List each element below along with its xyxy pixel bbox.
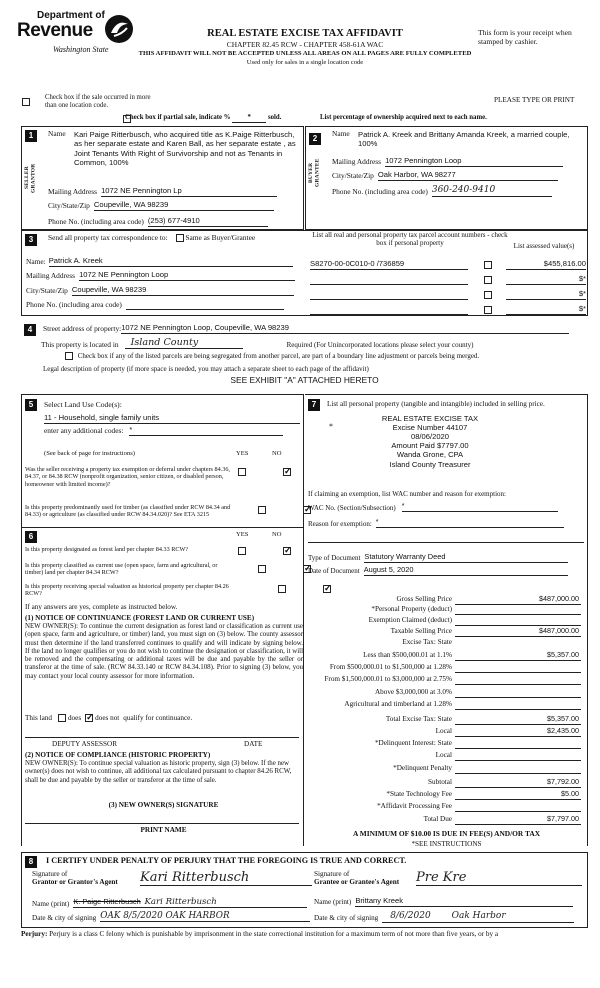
seller-city-label: City/State/Zip	[48, 201, 90, 211]
partial-sale-pct: *	[232, 114, 266, 123]
stamp-line: Amount Paid $7797.00	[391, 441, 469, 451]
tax-row-label: Above $3,000,000 at 3.0%	[374, 688, 452, 696]
grantee-name-row	[314, 897, 573, 907]
assessed-heading: List assessed value(s)	[513, 242, 575, 250]
stamp-line: Excise Number 44107	[392, 423, 468, 433]
buyer-city-label: City/State/Zip	[332, 171, 374, 181]
buyer-phone-row	[332, 185, 552, 197]
tax-row	[305, 605, 580, 615]
tax-row	[305, 751, 580, 761]
q2-yes-checkbox[interactable]	[258, 506, 266, 514]
assessed-value[interactable]: $*	[506, 275, 586, 285]
print-name-label: PRINT NAME	[140, 826, 187, 834]
tax-row-label: *Delinquent Interest: State	[374, 739, 452, 747]
no-header-5: NO	[272, 450, 282, 457]
tax-row-value[interactable]: $487,000.00	[455, 595, 581, 605]
personal-property-checkbox[interactable]	[484, 291, 492, 299]
reason-value[interactable]: *	[376, 519, 564, 528]
buyer-name-label: Name	[332, 129, 350, 138]
grantee-name-label: Name (print)	[314, 898, 352, 907]
logo-state: Washington State	[53, 45, 109, 54]
doc-type-label: Type of Document	[308, 554, 361, 563]
grantor-signature[interactable]: Kari Ritterbusch	[140, 870, 312, 886]
tax-row	[305, 688, 580, 698]
receipt-note: This form is your receipt when stamped by cashier.	[478, 28, 572, 46]
tax-row-label: From $1,500,000.01 to $3,000,000 at 2.75%	[324, 675, 452, 683]
perjury-text: Perjury is a class C felony which is punishable by imprisonment in the state correctional institution for a maximum term of not more than five years, or by a	[49, 930, 499, 938]
grantee-date: 8/6/2020	[390, 911, 431, 921]
seller-city[interactable]: Coupeville, WA 98239	[94, 201, 274, 211]
tax-corr-city-label: City/State/Zip	[26, 286, 68, 296]
tax-row	[305, 675, 580, 685]
tax-corr-heading: Send all property tax correspondence to:	[48, 233, 168, 242]
does-checkbox[interactable]	[58, 714, 66, 722]
parcel-number[interactable]	[310, 306, 468, 315]
assessed-value[interactable]: $455,816.00	[506, 260, 586, 270]
single-location-line: Used only for sales in a single location code	[246, 59, 364, 66]
s6-q1: Is this property designated as forest land per chapter 84.33 RCW?	[25, 546, 189, 553]
tax-row	[305, 790, 580, 800]
seller-name: Kari Paige Ritterbusch, who acquired title as K.Paige Ritterbusch, as her separate estate and Karen Ball, as her separate estate , as Joint Tenants With Right of Survivorship and not as Tenants in Common, 100%	[74, 130, 296, 167]
tax-row-value[interactable]	[455, 688, 581, 698]
additional-codes[interactable]: *	[129, 426, 283, 436]
q1-no-checkbox[interactable]	[283, 468, 291, 476]
parcel-row	[310, 285, 586, 300]
land-use-code[interactable]: 11 - Household, single family units	[44, 414, 300, 424]
tax-row	[305, 802, 580, 812]
yes-header-5: YES	[236, 450, 249, 457]
seller-phone-row	[48, 217, 268, 227]
tax-row-value[interactable]: $5.00	[455, 790, 581, 800]
tax-row-value[interactable]	[455, 605, 581, 615]
this-land-label: This land	[25, 714, 52, 722]
tax-row-value[interactable]: $7,792.00	[455, 778, 581, 788]
tax-row	[305, 778, 580, 788]
buyer-phone-label: Phone No. (including area code)	[332, 186, 428, 196]
grantor-date-label: Date & city of signing	[32, 913, 97, 922]
stamp-line: Island County Treasurer	[389, 459, 471, 469]
tax-row-value[interactable]	[455, 663, 581, 673]
section-2-badge: 2	[309, 133, 321, 145]
tax-corr-heading-row	[48, 234, 255, 243]
s6-q2-yes-checkbox[interactable]	[258, 565, 266, 573]
partial-sale-text: Check box if partial sale, indicate %	[125, 114, 231, 121]
buyer-side-label: BUYER GRANTEE	[308, 158, 321, 188]
tax-row-value[interactable]	[455, 700, 581, 710]
buyer-city[interactable]: Oak Harbor, WA 98277	[378, 171, 558, 181]
grantor-date[interactable]: OAK 8/5/2020 OAK HARBOR	[100, 911, 310, 922]
section-8-badge: 8	[25, 856, 37, 868]
land-use-section	[21, 394, 304, 528]
stamp-line: Wanda Grone, CPA	[396, 450, 464, 460]
date-label: DATE	[244, 740, 263, 748]
grantor-name-hand: Kari Ritterbusch	[144, 897, 217, 907]
additional-codes-label: enter any additional codes:	[44, 426, 124, 435]
tax-row-label: *Personal Property (deduct)	[371, 605, 452, 613]
section-4-badge: 4	[24, 324, 36, 336]
grantee-sig-label-2: Grantee or Grantee's Agent	[314, 878, 400, 887]
county-row	[41, 337, 473, 349]
land-use-heading: Select Land Use Code(s):	[44, 400, 122, 409]
doc-type-value[interactable]: Statutory Warranty Deed	[364, 553, 568, 563]
grantor-name-label: Name (print)	[32, 899, 70, 908]
segregated-row	[65, 352, 479, 360]
seller-phone-label: Phone No. (including area code)	[48, 217, 144, 227]
parcel-number[interactable]: S8270-00-0C010-0 /736859	[310, 260, 468, 270]
tax-row	[305, 700, 580, 710]
if-any-yes: If any answers are yes, complete as instructed below.	[25, 603, 178, 611]
seller-city-row	[48, 201, 274, 211]
tax-row-label: Excise Tax: State	[402, 638, 452, 646]
seller-mailing-label: Mailing Address	[48, 187, 98, 197]
tax-row	[305, 764, 580, 774]
tax-row	[305, 627, 580, 637]
tax-row-value[interactable]: $2,435.00	[455, 727, 581, 737]
street-address[interactable]: 1072 NE Pennington Loop, Coupeville, WA 98239	[121, 324, 569, 334]
street-label: Street address of property:	[43, 324, 122, 334]
tax-row	[305, 663, 580, 673]
tax-corr-city[interactable]: Coupeville, WA 98239	[72, 286, 294, 296]
grantee-date-field[interactable]	[382, 911, 574, 923]
grantee-name[interactable]: Brittany Kreek	[355, 897, 573, 907]
county-value[interactable]: Island County	[125, 337, 243, 349]
tax-row-value[interactable]: $5,357.00	[455, 651, 581, 661]
tax-row-value[interactable]	[455, 739, 581, 749]
grantor-name-field[interactable]	[73, 897, 307, 908]
grantor-sig-label-1: Signature of	[32, 870, 68, 878]
tax-corr-name-row	[26, 257, 293, 267]
partial-sale-label	[125, 114, 281, 123]
buyer-mailing-row	[332, 157, 563, 167]
tax-corr-mailing-label: Mailing Address	[26, 271, 76, 281]
q1-yes-checkbox[interactable]	[238, 468, 246, 476]
tax-row-value[interactable]	[455, 764, 581, 774]
street-row	[43, 324, 569, 334]
tax-corr-phone[interactable]	[126, 301, 284, 310]
same-as-buyer-label: Same as Buyer/Grantee	[185, 233, 256, 242]
tax-row-value[interactable]	[455, 616, 581, 626]
grantee-sig-label	[314, 870, 399, 887]
segregated-note: Check box if any of the listed parcels are being segregated from another parcel, are part of a boundary line adjustment or parcels being merged.	[77, 352, 480, 360]
personal-property-bullet: *	[329, 422, 333, 431]
see-back: (See back of page for instructions)	[44, 450, 135, 457]
doc-date-value[interactable]: August 5, 2020	[364, 566, 568, 576]
s6-q2: Is this property classified as current use (open space, farm and agricultural, or timber) land per chapter 84.34 RCW?	[25, 562, 218, 577]
parcel-row	[310, 270, 586, 285]
continuance-text: NEW OWNER(S): To continue the current designation as forest land or classification as current use (open space, farm and agriculture, or timber) land, you must sign on (3) below. The county assessor must then determine if the land transferred continues to qualify and will indicate by signing below. If the land no longer qualifies or you do not wish to continue the designation or classification, it will be removed and the compensating or additional taxes will be due and payable by the seller or transferor at the time of sale. (RCW 84.33.140 or RCW 84.34.108). Prior to signing (3) below, you may contact your local county assessor for more information.	[25, 623, 303, 680]
chapter-line: CHAPTER 82.45 RCW - CHAPTER 458-61A WAC	[226, 40, 384, 49]
section-6-badge: 6	[25, 531, 37, 543]
additional-codes-row	[44, 426, 283, 436]
section-3-badge: 3	[25, 234, 37, 246]
section-5-badge: 5	[25, 399, 37, 411]
tax-row-label: Local	[435, 727, 452, 735]
buyer-name: Patrick A. Kreek and Brittany Amanda Kreek, a married couple, 100%	[358, 130, 570, 149]
tax-row-label: Exemption Claimed (deduct)	[368, 616, 452, 624]
doc-date-label: Date of Document	[308, 567, 360, 576]
dor-logo	[15, 10, 135, 72]
grantee-date-row	[314, 911, 574, 923]
type-or-print: PLEASE TYPE OR PRINT	[494, 96, 575, 104]
tax-row-label: Local	[435, 751, 452, 759]
does-label: does	[67, 714, 82, 722]
reason-label: Reason for exemption:	[308, 520, 372, 528]
seller-mailing-row	[48, 187, 277, 197]
s6-q1-yes-checkbox[interactable]	[238, 547, 246, 555]
seller-side-label: SELLER GRANTOR	[24, 163, 37, 193]
tax-row-label: Total Due	[423, 815, 452, 823]
yes-header-6: YES	[236, 531, 249, 538]
minimum-note: A MINIMUM OF $10.00 IS DUE IN FEE(S) AND/OR TAX	[352, 829, 541, 838]
tax-row-value[interactable]	[455, 802, 581, 812]
assessor-line	[25, 737, 299, 738]
section-6	[21, 528, 304, 846]
exemption-claim-note: If claiming an exemption, list WAC number and reason for exemption:	[308, 490, 506, 498]
grantor-name-struck: K. Paige Ritterbusch	[73, 897, 141, 906]
tax-corr-city-row	[26, 286, 294, 296]
personal-property-heading: List all personal property (tangible and intangible) included in selling price.	[327, 400, 545, 408]
seller-mailing[interactable]: 1072 NE Pennington Lp	[101, 187, 277, 197]
tax-row-value[interactable]	[455, 675, 581, 685]
form-title: REAL ESTATE EXCISE TAX AFFIDAVIT	[207, 28, 403, 39]
doc-type-row	[308, 553, 568, 563]
tax-row	[305, 739, 580, 749]
tax-row-value[interactable]: $487,000.00	[455, 627, 581, 637]
tax-corr-phone-label: Phone No. (including area code)	[26, 300, 122, 310]
s6-q3: Is this property receiving special valuation as historical property per chapter 84.26 RCW?	[25, 583, 229, 598]
grantor-sig-label-2: Grantor or Grantor's Agent	[32, 878, 118, 887]
located-label: This property is located in	[41, 339, 119, 349]
tax-corr-mailing-row	[26, 271, 295, 281]
grantor-sig-label	[32, 870, 118, 887]
tax-corr-phone-row	[26, 301, 284, 310]
logo-swirl-icon	[103, 13, 135, 45]
assessed-value[interactable]: $*	[506, 290, 586, 300]
section-7-badge: 7	[308, 399, 320, 411]
tax-corr-name[interactable]: Patrick A. Kreek	[49, 257, 293, 267]
grantee-date-label: Date & city of signing	[314, 914, 379, 923]
parcel-row	[310, 255, 586, 270]
does-not-label: does not	[95, 714, 120, 722]
parcel-row	[310, 300, 586, 315]
logo-revenue: Revenue	[17, 20, 93, 41]
seller-phone[interactable]: (253) 677-4910	[148, 217, 268, 227]
buyer-section	[305, 126, 588, 230]
parcel-list	[310, 255, 586, 315]
legal-description: SEE EXHIBIT "A" ATTACHED HERETO	[230, 375, 379, 385]
buyer-mailing-label: Mailing Address	[332, 157, 382, 167]
compliance-heading: (2) NOTICE OF COMPLIANCE (HISTORIC PROPERTY)	[25, 751, 211, 759]
new-owner-sig-label: (3) NEW OWNER(S) SIGNATURE	[108, 801, 219, 809]
legal-label: Legal description of property (if more space is needed, you may attach a separate sheet to each page of the affidavit)	[43, 365, 369, 373]
grantee-city: Oak Harbor	[451, 911, 506, 921]
tax-row-label: Subtotal	[428, 778, 452, 786]
tax-row	[305, 715, 580, 725]
buyer-mailing[interactable]: 1072 Pennington Loop	[385, 157, 563, 167]
tax-row-label: From $500,000.01 to $1,500,000 at 1.28%	[329, 663, 452, 671]
tax-row-label: Agricultural and timberland at 1.28%	[344, 700, 452, 708]
compliance-text: NEW OWNER(S): To continue special valuation as historic property, sign (3) below. If the new owner(s) does not wish to continue, all additional tax calculated pursuant to chapter 84.26 RCW, shall be due and payable by the seller or transferor at the time of sale.	[25, 760, 292, 784]
qualify-label: qualify for continuance.	[123, 714, 193, 722]
land-use-q2: Is this property predominantly used for timber (as classified under RCW 84.34 and 84.33) or agriculture (as classified under RCW 84.34.020)? See ETA 3215	[25, 504, 231, 519]
tax-corr-mailing[interactable]: 1072 NE Pennington Loop	[79, 271, 295, 281]
no-header-6: NO	[272, 531, 282, 538]
tax-row	[305, 638, 580, 648]
multi-location-checkbox[interactable]	[22, 98, 30, 106]
perjury-note	[21, 930, 591, 938]
tax-row-label: *Affidavit Processing Fee	[377, 802, 452, 810]
doc-date-row	[308, 566, 568, 576]
parcels-heading: List all real and personal property tax parcel account numbers - check box if personal property	[312, 231, 508, 248]
tax-row-label: Taxable Selling Price	[390, 627, 452, 635]
partial-sale-sold: sold.	[267, 114, 282, 121]
new-owner-sig-line[interactable]	[25, 823, 299, 824]
section-1-badge: 1	[25, 130, 37, 142]
land-use-q1: Was the seller receiving a property tax exemption or deferral under chapters 84.36, 84.37, or 84.38 RCW (nonprofit organization, senior citizen, or disabled person, homeowner with limited income)?	[25, 466, 230, 488]
does-not-checkbox[interactable]	[85, 714, 93, 722]
continuance-heading: (1) NOTICE OF CONTINUANCE (FOREST LAND OR CURRENT USE)	[25, 614, 255, 622]
buyer-city-row	[332, 171, 558, 181]
wac-row	[308, 503, 558, 512]
deputy-assessor-label: DEPUTY ASSESSOR	[52, 740, 118, 748]
grantee-sig-label-1: Signature of	[314, 870, 350, 878]
reason-line-2[interactable]	[308, 542, 584, 543]
tax-row-label: Total Excise Tax: State	[385, 715, 452, 723]
same-as-buyer-checkbox[interactable]	[176, 234, 184, 242]
buyer-phone[interactable]: 360-240-9410	[432, 185, 552, 197]
tax-row-value[interactable]	[455, 751, 581, 761]
stamp-line: REAL ESTATE EXCISE TAX	[381, 414, 479, 423]
personal-property-checkbox[interactable]	[484, 306, 492, 314]
reason-row	[308, 519, 564, 528]
certify-statement: I CERTIFY UNDER PENALTY OF PERJURY THAT THE FOREGOING IS TRUE AND CORRECT.	[46, 856, 407, 865]
seller-section	[21, 126, 304, 230]
tax-row-label: Less than $500,000.01 at 1.1%	[363, 651, 452, 659]
tax-row	[305, 595, 580, 605]
tax-row-label: Gross Selling Price	[396, 595, 452, 603]
not-accepted-line: THIS AFFIDAVIT WILL NOT BE ACCEPTED UNLESS ALL AREAS ON ALL PAGES ARE FULLY COMPLETED	[138, 50, 472, 57]
tax-row-label: *State Technology Fee	[386, 790, 452, 798]
parcel-number[interactable]	[310, 276, 468, 285]
excise-stamp	[345, 414, 515, 469]
tax-row	[305, 727, 580, 737]
segregated-checkbox[interactable]	[65, 352, 73, 360]
tax-row-value[interactable]: $7,797.00	[455, 815, 581, 825]
grantor-name-row	[32, 897, 307, 908]
ownership-note: List percentage of ownership acquired next to each name.	[320, 114, 487, 121]
seller-name-label: Name	[48, 129, 66, 138]
grantee-signature[interactable]: Pre Kre	[416, 870, 582, 886]
stamp-line: 08/06/2020	[410, 432, 449, 442]
s6-q1-no-checkbox[interactable]	[283, 547, 291, 555]
perjury-label: Perjury:	[21, 930, 48, 938]
tax-corr-name-label: Name:	[26, 257, 46, 267]
required-note: Required (For Unincorporated locations please select your county)	[286, 341, 474, 350]
logo-dept-line: Department of	[37, 10, 105, 21]
assessed-value[interactable]: $*	[506, 305, 586, 315]
tax-row-label: *Delinquent Penalty	[393, 764, 452, 772]
tax-row	[305, 651, 580, 661]
tax-row	[305, 616, 580, 626]
personal-property-checkbox[interactable]	[484, 261, 492, 269]
multi-location-label: Check box if the sale occurred in more than one location code.	[45, 94, 151, 110]
personal-property-checkbox[interactable]	[484, 276, 492, 284]
continuance-row	[25, 714, 192, 722]
tax-row-value[interactable]: $5,357.00	[455, 715, 581, 725]
tax-row	[305, 815, 580, 825]
property-section	[21, 320, 588, 392]
parcel-number[interactable]	[310, 291, 468, 300]
s6-q3-yes-checkbox[interactable]	[278, 585, 286, 593]
wac-value[interactable]: *	[402, 503, 558, 512]
wac-label: WAC No. (Section/Subsection)	[308, 504, 396, 512]
grantor-date-row	[32, 911, 310, 922]
see-instructions: *SEE INSTRUCTIONS	[411, 840, 482, 848]
tax-corr-section	[21, 230, 588, 316]
section-8	[21, 852, 588, 928]
